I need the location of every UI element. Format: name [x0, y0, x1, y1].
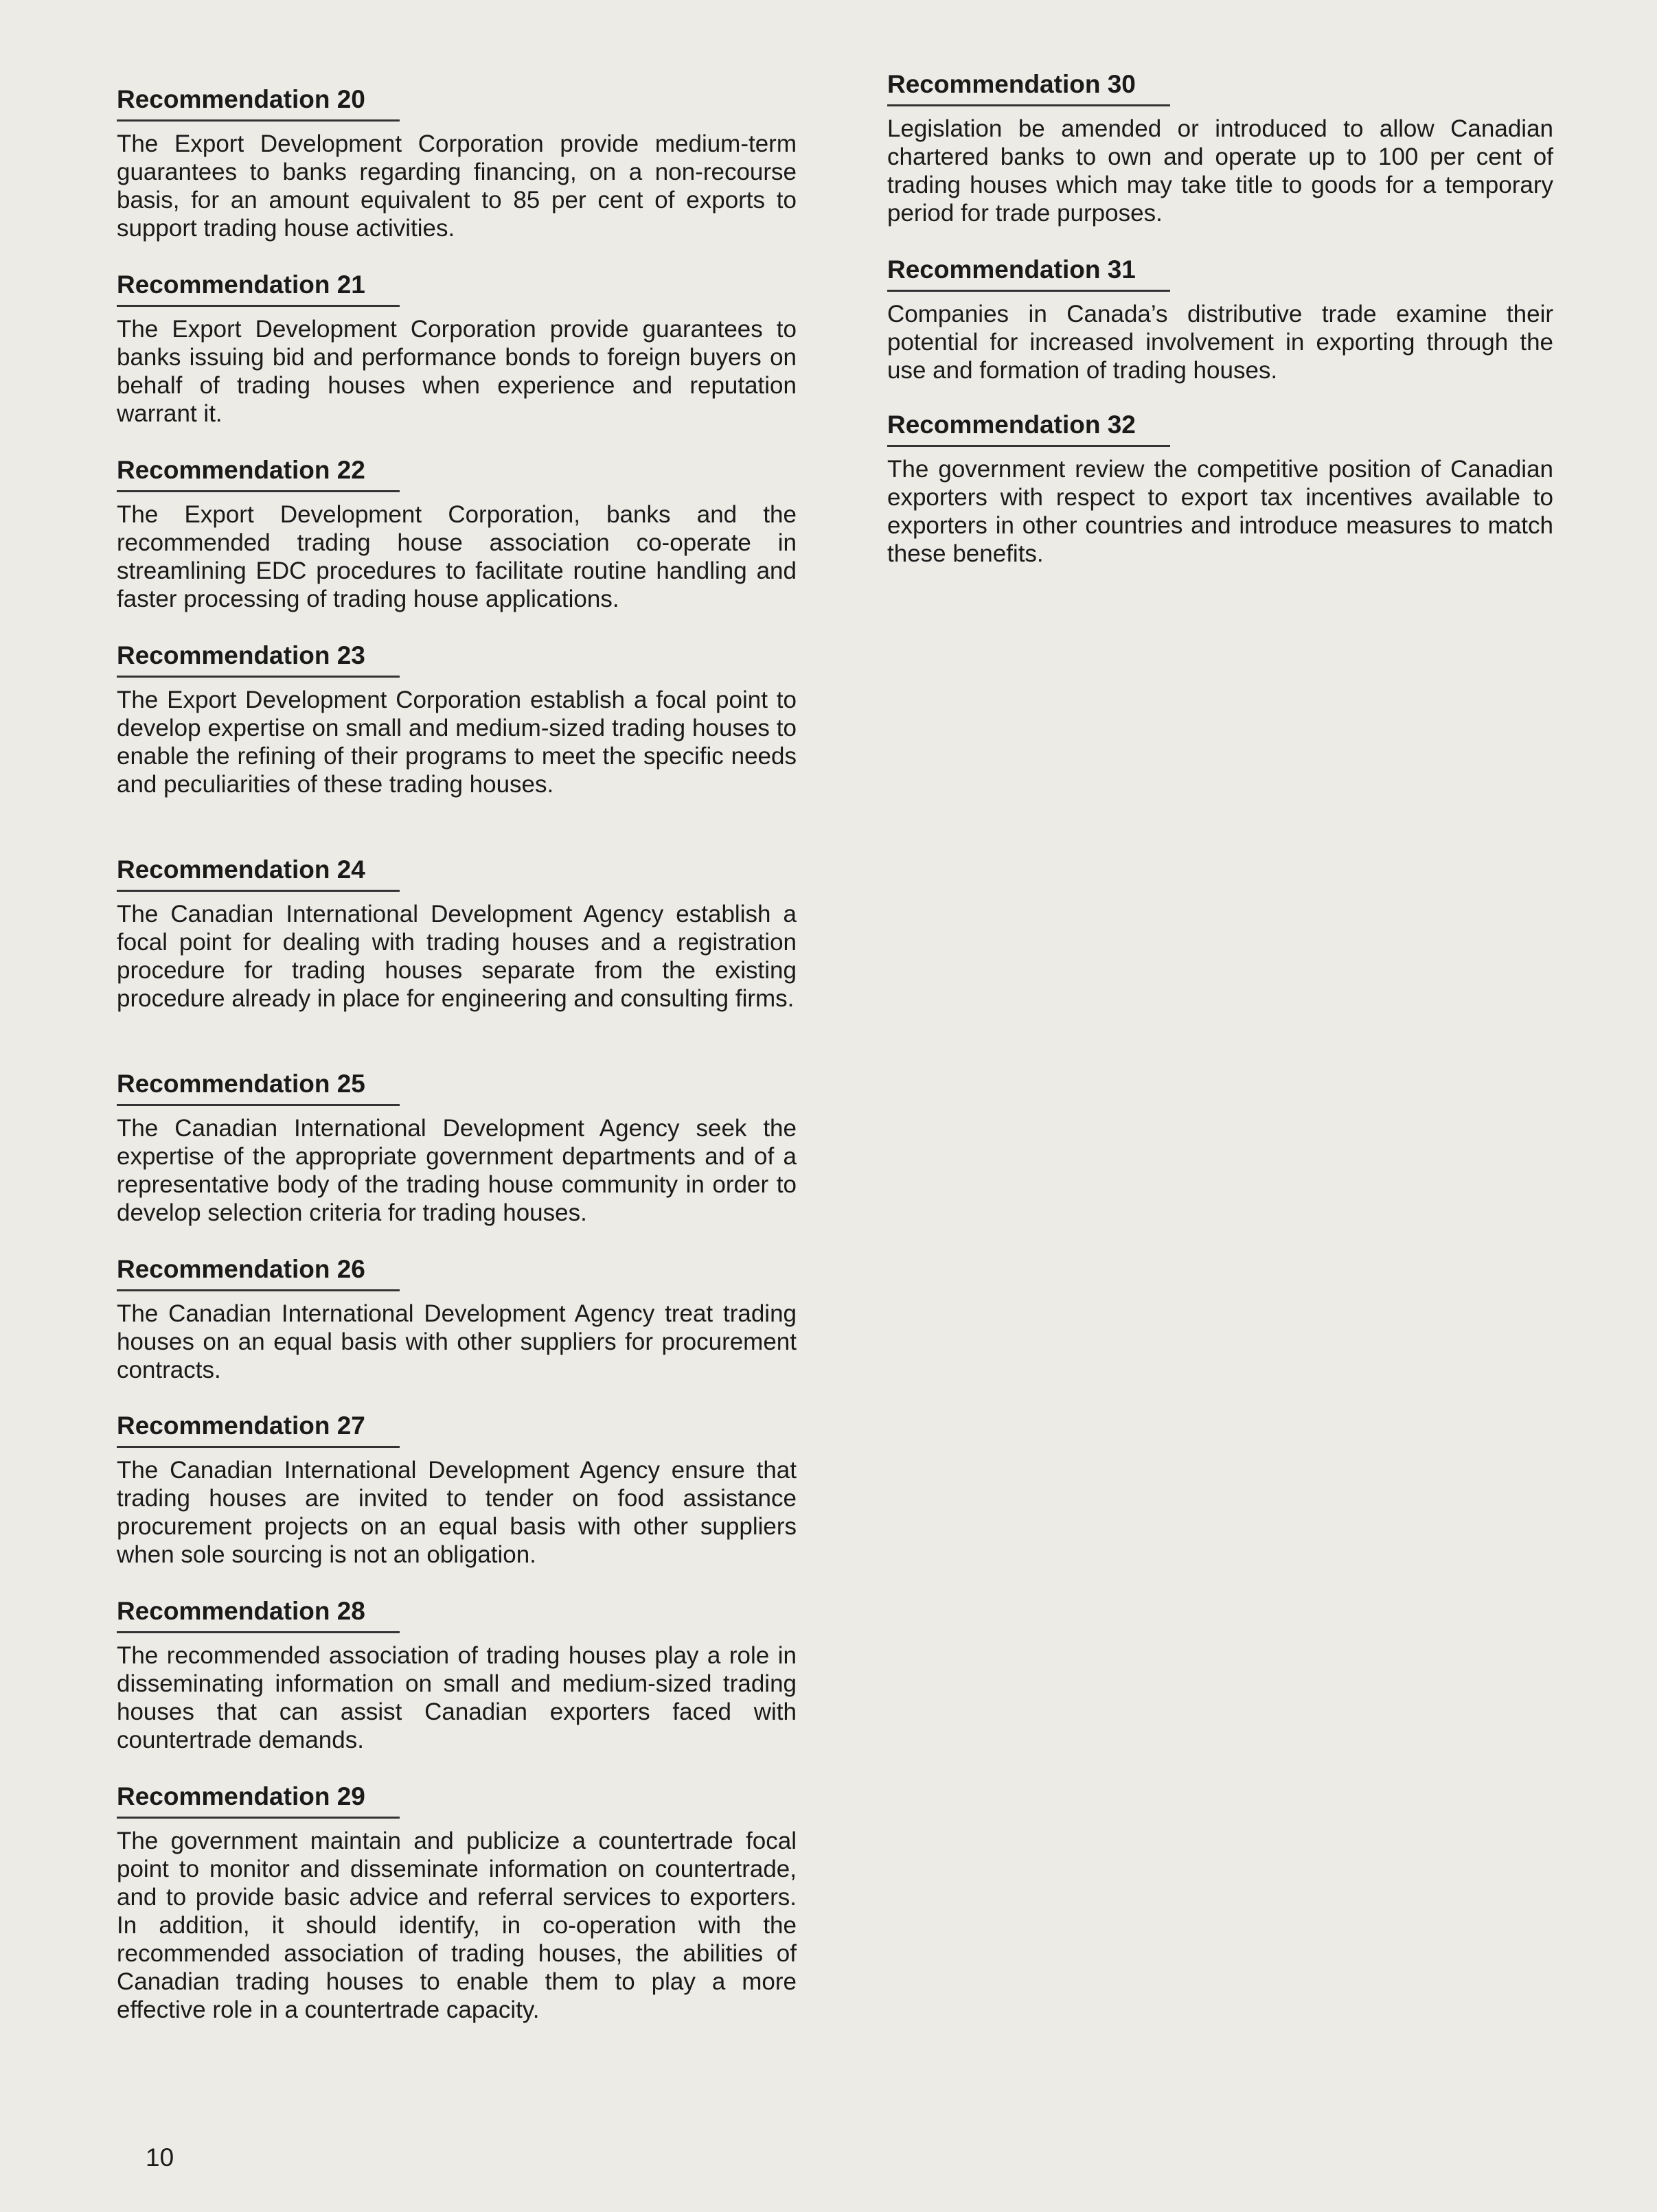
page-number: 10 — [146, 2143, 174, 2171]
recommendation-text: The Export Development Corporation provide medium-term guarantees to banks regarding financing, on a non-recourse basis, for an amount equivalent to 85 per cent of exports to support trading house activities. — [117, 130, 797, 242]
recommendation-23 — [117, 640, 797, 798]
recommendation-title: Recommendation 24 — [117, 854, 400, 892]
recommendation-text: The Canadian International Development Agency ensure that trading houses are invited to tender on food assistance procurement projects on an equal basis with other suppliers when sole sourcing is not an obligation. — [117, 1457, 797, 1568]
recommendation-text: The Export Development Corporation provide guarantees to banks issuing bid and performance bonds to foreign buyers on behalf of trading houses when experience and reputation warrant it. — [117, 316, 797, 427]
recommendation-title: Recommendation 23 — [117, 640, 400, 678]
recommendation-text: The Export Development Corporation establish a focal point to develop expertise on small and medium-sized trading houses to enable the refining of their programs to meet the specific needs and peculiarities of these trading houses. — [117, 687, 797, 798]
recommendation-22 — [117, 454, 797, 613]
recommendation-24 — [117, 854, 797, 1013]
recommendation-title: Recommendation 20 — [117, 84, 400, 122]
recommendation-text: The government review the competitive position of Canadian exporters with respect to export tax incentives available to exporters in other countries and introduce measures to match these benefits. — [887, 456, 1553, 567]
recommendation-title: Recommendation 29 — [117, 1781, 400, 1819]
recommendation-32 — [887, 409, 1553, 568]
recommendation-title: Recommendation 28 — [117, 1595, 400, 1633]
recommendation-title: Recommendation 25 — [117, 1068, 400, 1106]
recommendation-text: The recommended association of trading houses play a role in disseminating information on small and medium-sized trading houses that can assist Canadian exporters faced with countertrade demands. — [117, 1642, 797, 1753]
recommendation-20 — [117, 84, 797, 242]
recommendation-28 — [117, 1595, 797, 1754]
recommendation-30 — [887, 69, 1553, 227]
recommendation-title: Recommendation 32 — [887, 409, 1170, 447]
recommendation-text: Companies in Canada’s distributive trade examine their potential for increased involvement in exporting through the use and formation of trading houses. — [887, 301, 1553, 384]
recommendation-26 — [117, 1254, 797, 1384]
recommendation-title: Recommendation 30 — [887, 69, 1170, 106]
recommendation-title: Recommendation 22 — [117, 454, 400, 492]
recommendation-29 — [117, 1781, 797, 2024]
recommendation-text: The Canadian International Development Agency seek the expertise of the appropriate government departments and of a representative body of the trading house community in order to develop selection criteria for trading houses. — [117, 1115, 797, 1226]
recommendation-27 — [117, 1410, 797, 1569]
recommendation-text: Legislation be amended or introduced to allow Canadian chartered banks to own and operate up to 100 per cent of trading houses which may take title to goods for a temporary period for trade purposes. — [887, 115, 1553, 227]
recommendation-text: The Canadian International Development Agency establish a focal point for dealing with trading houses and a registration procedure for trading houses separate from the existing procedure already in place for engineering and consulting firms. — [117, 901, 797, 1012]
recommendation-text: The government maintain and publicize a countertrade focal point to monitor and disseminate information on countertrade, and to provide basic advice and referral services to exporters. In addition, it should identify, in co-operation with the recommended association of trading houses, the abilities of Canadian trading houses to enable them to play a more effective role in a countertrade capacity. — [117, 1828, 797, 2023]
recommendation-title: Recommendation 31 — [887, 254, 1170, 292]
recommendation-31 — [887, 254, 1553, 384]
recommendation-25 — [117, 1068, 797, 1227]
recommendation-21 — [117, 269, 797, 428]
recommendation-title: Recommendation 27 — [117, 1410, 400, 1448]
recommendation-text: The Export Development Corporation, banks and the recommended trading house association co-operate in streamlining EDC procedures to facilitate routine handling and faster processing of trading house applications. — [117, 501, 797, 612]
recommendation-title: Recommendation 26 — [117, 1254, 400, 1291]
recommendation-text: The Canadian International Development Agency treat trading houses on an equal basis with other suppliers for procurement contracts. — [117, 1300, 797, 1383]
recommendation-title: Recommendation 21 — [117, 269, 400, 307]
